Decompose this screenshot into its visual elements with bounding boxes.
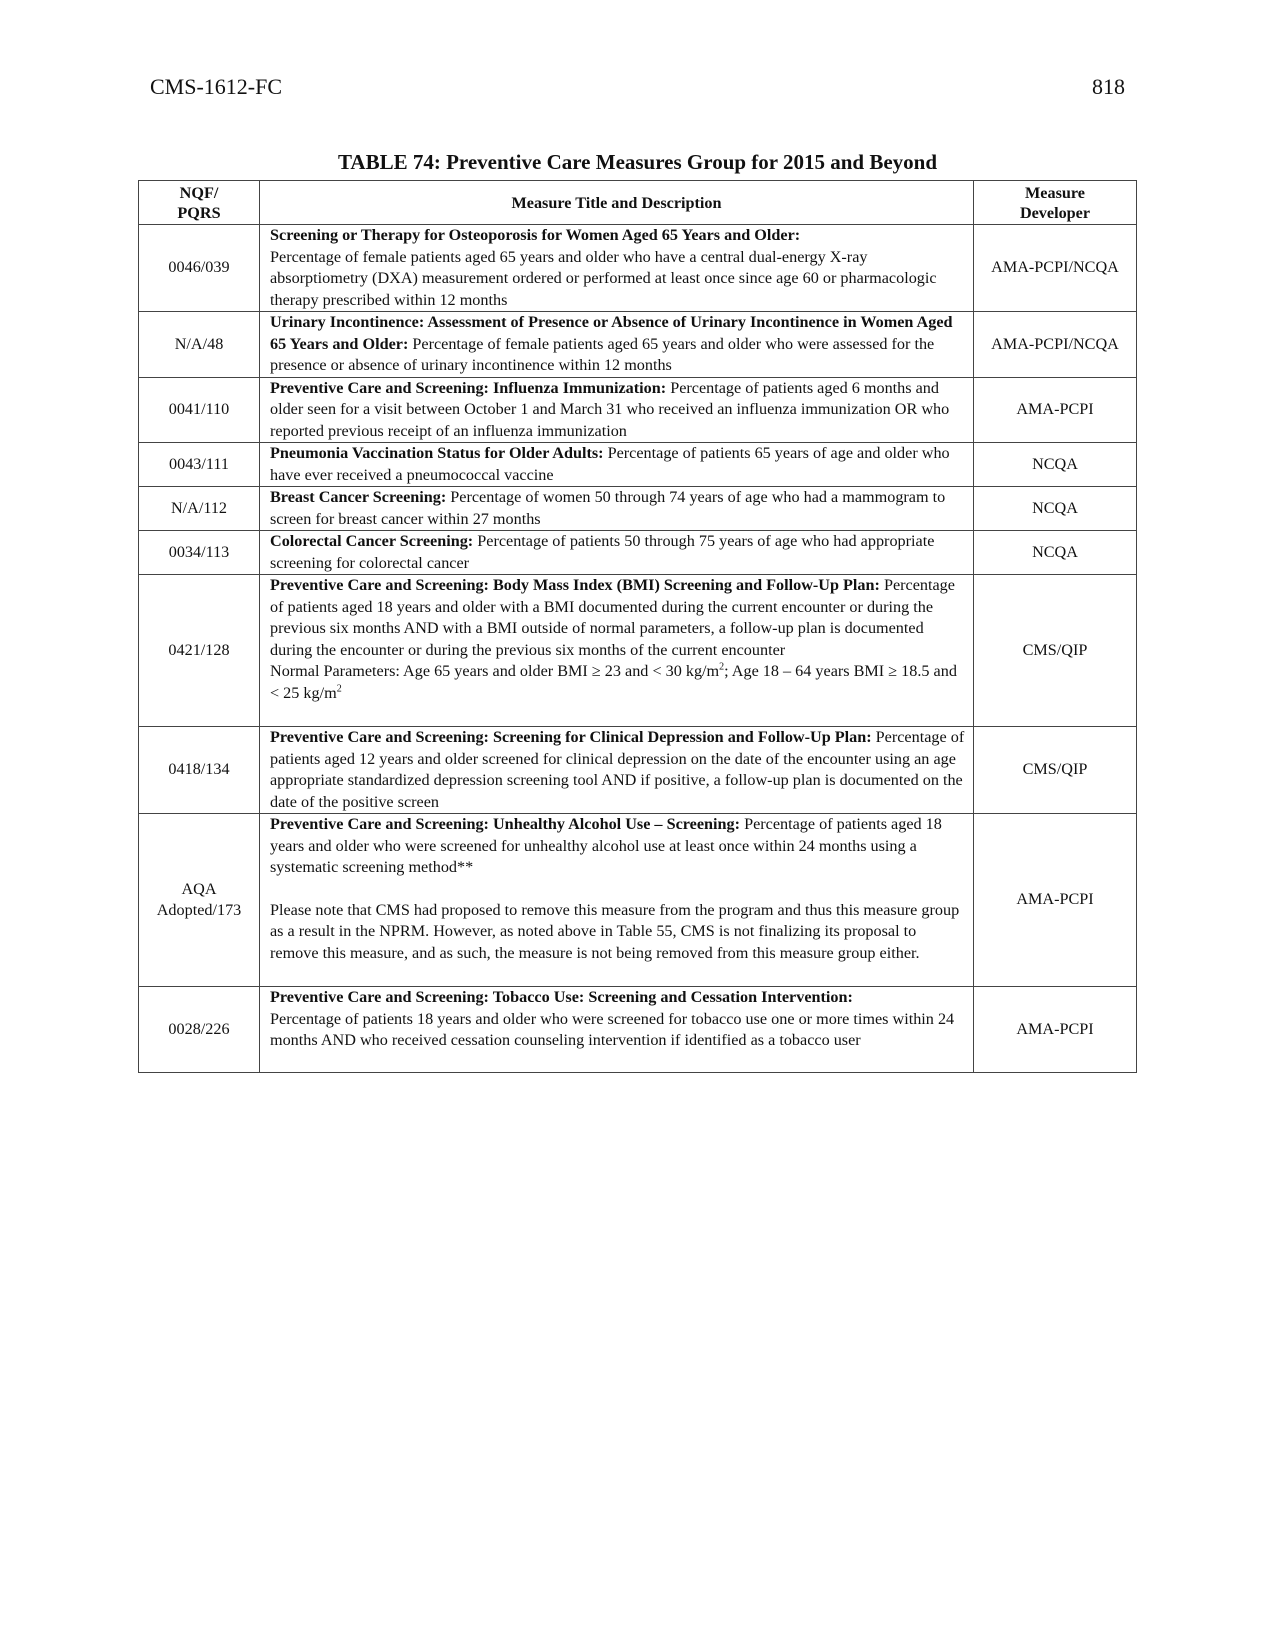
table-header-row — [139, 181, 1137, 225]
measure-desc: Percentage of female patients aged 65 years and older who have a central dual-energy X-ray absorptiometry (DXA) measurement ordered or performed at least once since age 60 or pharmacologic therapy prescribed within 12 months — [270, 247, 937, 309]
table-row — [139, 487, 1137, 531]
measure-desc: Percentage of women 50 through 74 years of age who had a mammogram to screen for breast cancer within 27 months — [270, 488, 946, 528]
row-developer: AMA-PCPI/NCQA — [974, 312, 1137, 378]
row-code: 0418/134 — [139, 727, 260, 814]
row-code: 0028/226 — [139, 987, 260, 1073]
measure-title: Pneumonia Vaccination Status for Older Adults: — [270, 444, 604, 462]
row-developer: AMA-PCPI — [974, 987, 1137, 1073]
measure-title: Breast Cancer Screening: — [270, 488, 447, 506]
row-developer: NCQA — [974, 531, 1137, 575]
row-description — [260, 531, 974, 575]
row-developer: AMA-PCPI/NCQA — [974, 225, 1137, 312]
row-developer: CMS/QIP — [974, 575, 1137, 727]
row-code: 0041/110 — [139, 377, 260, 443]
table-row — [139, 814, 1137, 987]
row-description — [260, 225, 974, 312]
table-row — [139, 575, 1137, 727]
header-nqf-pqrs: NQF/ PQRS — [139, 181, 260, 225]
row-code: 0046/039 — [139, 225, 260, 312]
row-description — [260, 727, 974, 814]
table-row — [139, 377, 1137, 443]
row-developer: NCQA — [974, 443, 1137, 487]
measure-desc: Percentage of patients aged 12 years and older screened for clinical depression on the date of the encounter using an age appropriate standardized depression screening tool AND if positive, a follow-up plan is documented on the date of the positive screen — [270, 728, 965, 811]
measure-note: Please note that CMS had proposed to remove this measure from the program and thus this measure group as a result in the NPRM. However, as noted above in Table 55, CMS is not finalizing its proposal to remove this measure, and as such, the measure is not being removed from this measure group either. — [270, 900, 960, 962]
row-developer: AMA-PCPI — [974, 814, 1137, 987]
normal-parameters: Normal Parameters: Age 65 years and older BMI ≥ 23 and < 30 $kg/m^2$; Age 18 – 64 years BMI ≥ 18.5 and < 25 $kg/m^2$ — [270, 661, 957, 702]
measure-title: Colorectal Cancer Screening: — [270, 532, 474, 550]
table-row — [139, 225, 1137, 312]
measure-desc: Percentage of female patients aged 65 years and older who were assessed for the presence or absence of urinary incontinence within 12 months — [270, 334, 935, 374]
measure-desc: Percentage of patients 50 through 75 years of age who had appropriate screening for colorectal cancer — [270, 532, 935, 572]
header-measure-developer: Measure Developer — [974, 181, 1137, 225]
measure-desc: Percentage of patients aged 18 years and older who were screened for unhealthy alcohol use at least once within 24 months using a systematic screening method** — [270, 815, 942, 876]
measure-title: Screening or Therapy for Osteoporosis for Women Aged 65 Years and Older: — [270, 226, 801, 244]
row-description — [260, 575, 974, 727]
table-row — [139, 443, 1137, 487]
row-description — [260, 487, 974, 531]
table-row — [139, 987, 1137, 1073]
header-measure-title: Measure Title and Description — [260, 181, 974, 225]
measures-table — [138, 180, 1137, 1073]
table-row — [139, 312, 1137, 378]
row-developer: NCQA — [974, 487, 1137, 531]
row-description — [260, 814, 974, 987]
row-description — [260, 443, 974, 487]
row-description — [260, 377, 974, 443]
row-description — [260, 312, 974, 378]
measure-title: Preventive Care and Screening: Screening for Clinical Depression and Follow-Up Plan: — [270, 728, 872, 746]
row-developer: AMA-PCPI — [974, 377, 1137, 443]
table-row — [139, 531, 1137, 575]
measure-title: Preventive Care and Screening: Unhealthy Alcohol Use – Screening: — [270, 815, 741, 833]
row-code: 0043/111 — [139, 443, 260, 487]
measure-title: Preventive Care and Screening: Influenza Immunization: — [270, 378, 667, 397]
row-code: N/A/48 — [139, 312, 260, 378]
page-number: 818 — [1092, 74, 1125, 99]
row-description — [260, 987, 974, 1073]
table-row — [139, 727, 1137, 814]
row-developer: CMS/QIP — [974, 727, 1137, 814]
measure-desc: Percentage of patients 18 years and older who were screened for tobacco use one or more times within 24 months AND who received cessation counseling intervention if identified as a tobacco user — [270, 1009, 955, 1049]
row-code: 0034/113 — [139, 531, 260, 575]
measure-title: Preventive Care and Screening: Tobacco Use: Screening and Cessation Intervention: — [270, 988, 853, 1006]
measure-title: Urinary Incontinence: Assessment of Presence or Absence of Urinary Incontinence in Women Aged 65 Years and Older: — [270, 313, 953, 353]
document-id: CMS-1612-FC — [150, 74, 283, 99]
table-title: TABLE 74: Preventive Care Measures Group for 2015 and Beyond — [337, 150, 938, 174]
measure-title: Preventive Care and Screening: Body Mass Index (BMI) Screening and Follow-Up Plan: — [270, 576, 880, 594]
row-code: AQA Adopted/173 — [139, 814, 260, 987]
measure-desc: Percentage of patients aged 18 years and older with a BMI documented during the current encounter or during the previous six months AND with a BMI outside of normal parameters, a follow-up plan is documented during the encounter or during the previous six months of the current encounter — [270, 576, 955, 659]
measure-desc: Percentage of patients aged 6 months and older seen for a visit between October 1 and March 31 who received an influenza immunization OR who reported previous receipt of an influenza immunization — [270, 378, 950, 440]
row-code: N/A/112 — [139, 487, 260, 531]
measure-desc: Percentage of patients 65 years of age and older who have ever received a pneumococcal vaccine — [270, 444, 950, 484]
row-code: 0421/128 — [139, 575, 260, 727]
